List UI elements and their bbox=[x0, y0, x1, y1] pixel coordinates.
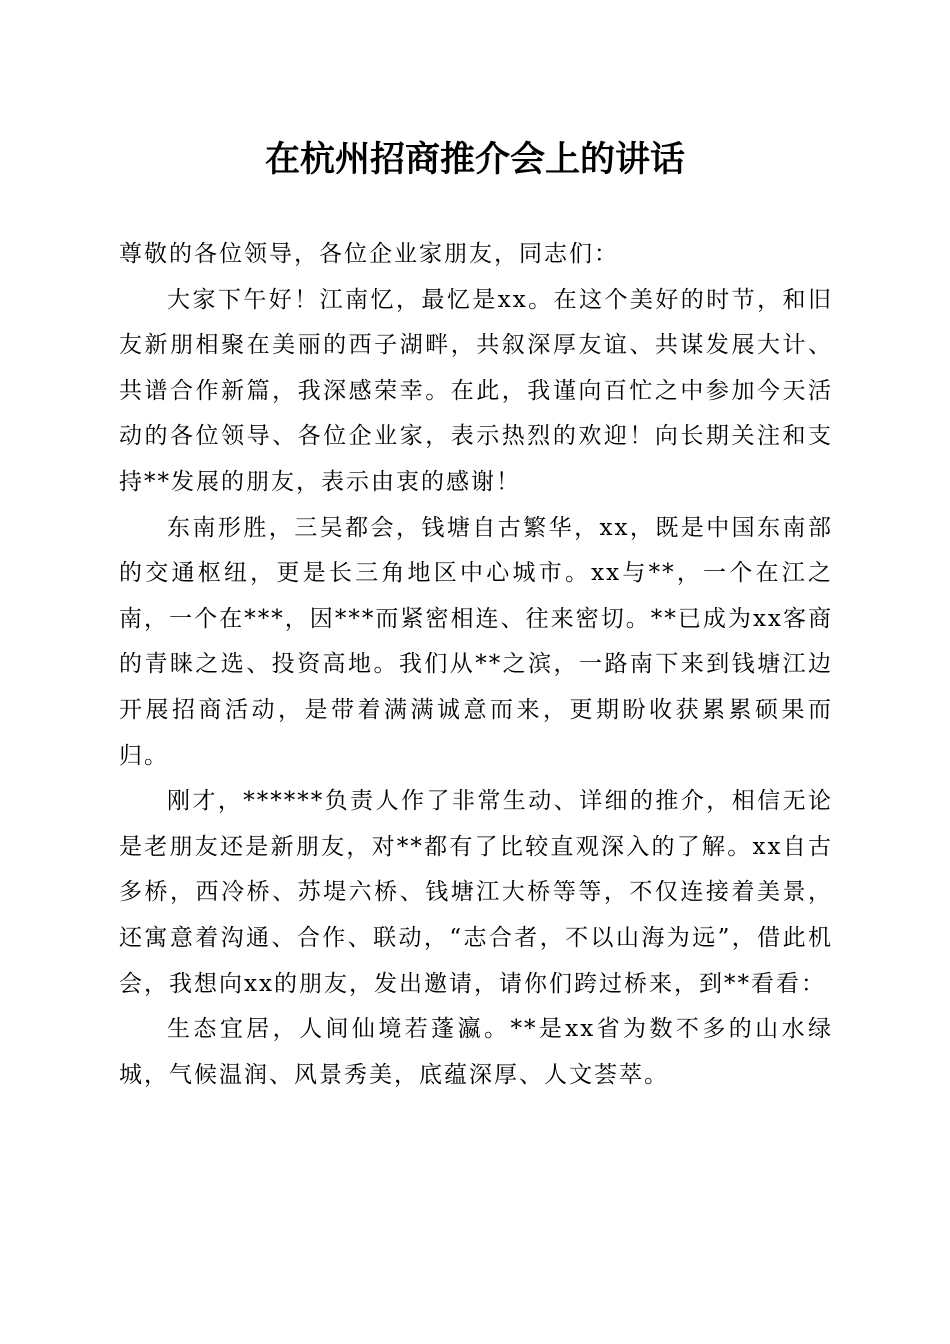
paragraph-region: 东南形胜，三吴都会，钱塘自古繁华，xx，既是中国东南部的交通枢纽，更是长三角地区中心城市。xx与**，一个在江之南，一个在***，因***而紧密相连、往来密切。**已成为xx客商的青睐之选、投资高地。我们从**之滨，一路南下来到钱塘江边开展招商活动，是带着满满诚意而来，更期盼收获累累硕果而归。 bbox=[119, 514, 833, 769]
document-title: 在杭州招商推介会上的讲话 bbox=[264, 139, 685, 180]
document-body bbox=[119, 232, 833, 1098]
paragraph-ecology: 生态宜居，人间仙境若蓬瀛。**是xx省为数不多的山水绿城，气候温润、风景秀美，底蕴深厚、人文荟萃。 bbox=[119, 1016, 833, 1088]
paragraph-invitation: 刚才，******负责人作了非常生动、详细的推介，相信无论是老朋友还是新朋友，对**都有了比较直观深入的了解。xx自古多桥，西冷桥、苏堤六桥、钱塘江大桥等等，不仅连接着美景，还寓意着沟通、合作、联动，“志合者，不以山海为远”，借此机会，我想向xx的朋友，发出邀请，请你们跨过桥来，到**看看： bbox=[119, 788, 833, 997]
salutation: 尊敬的各位领导，各位企业家朋友，同志们： bbox=[119, 241, 619, 267]
paragraph-welcome: 大家下午好！江南忆，最忆是xx。在这个美好的时节，和旧友新朋相聚在美丽的西子湖畔，共叙深厚友谊、共谋发展大计、共谱合作新篇，我深感荣幸。在此，我谨向百忙之中参加今天活动的各位领导、各位企业家，表示热烈的欢迎！向长期关注和支持**发展的朋友，表示由衷的感谢！ bbox=[119, 286, 833, 495]
